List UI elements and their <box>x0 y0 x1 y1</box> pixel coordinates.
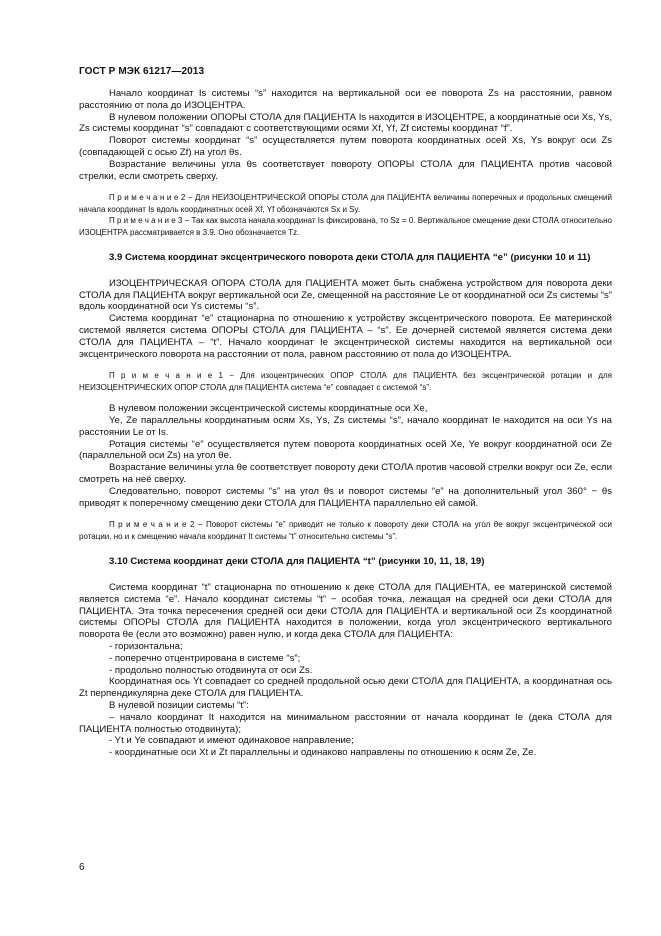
paragraph: Следовательно, поворот системы “s” на угол θs и поворот системы “е” на дополнительный угол 360° − θs приводят к поперечному смещению деки СТОЛА для ПАЦИЕНТА параллельно ей самой. <box>79 485 612 509</box>
section-heading-3-9: 3.9 Система координат эксцентрического поворота деки СТОЛА для ПАЦИЕНТА “е” (рисунки 10 и 11) <box>109 252 591 263</box>
paragraph: Ротация системы “е” осуществляется путем поворота координатных осей Xe, Ye вокруг координатной оси Ze (параллельной оси Zs) на угол θe. <box>79 438 612 462</box>
page-content <box>79 88 612 759</box>
paragraph: В нулевом положении эксцентрической системы координатные оси Xe, <box>109 403 428 415</box>
paragraph: Возрастание величины угла θs соответствует повороту ОПОРЫ СТОЛА для ПАЦИЕНТА против часовой стрелки, если смотреть сверху. <box>79 158 612 182</box>
list-item: - координатные оси Xt и Zt параллельны и одинаково направлены по отношению к осям Ze, Ze. <box>109 747 537 759</box>
list-item: – начало координат It находится на минимальном расстоянии от начала координат Ie (дека СТОЛА для ПАЦИЕНТА полностью отодвинута); <box>79 711 612 735</box>
list-item: - поперечно отцентрирована в системе “s”; <box>109 652 301 664</box>
paragraph: Ye, Ze параллельны координатным осям Xs, Ys, Zs системы “s”, начало координат Ie находится на оси Ys на расстоянии Le от Is. <box>79 414 612 438</box>
list-item: - Yt и Ye совпадают и имеют одинаковое направление; <box>109 735 354 747</box>
list-item: - горизонтальна; <box>109 640 183 652</box>
page-number: 6 <box>79 862 85 873</box>
note: П р и м е ч а н и е 1 − Для изоцентрических ОПОР СТОЛА для ПАЦИЕНТА без эксцентрической ротации и для НЕИЗОЦЕНТРИЧЕСКИХ ОПОР СТОЛА для ПАЦИЕНТА система “е” совпадает с системой “s”. <box>79 371 612 392</box>
note: П р и м е ч а н и е 3 − Так как высота начала координат Is фиксирована, то Sz = 0. Вертикальное смещение деки СТОЛА относительно ИЗОЦЕНТРА рассматривается в 3.9. Оно обозначается Tz. <box>79 216 612 237</box>
paragraph: Начало координат Is системы “s” находится на вертикальной оси ее поворота Zs на расстоянии, равном расстоянию от пола до ИЗОЦЕНТРА. <box>79 88 612 111</box>
list-item: - продольно полностью отодвинута от оси Zs. <box>109 664 313 676</box>
paragraph: В нулевом положении ОПОРЫ СТОЛА для ПАЦИЕНТА Is находится в ИЗОЦЕНТРЕ, а координатные оси Xs, Ys, Zs системы координат “s” совпадают с соответствующими осями Xf, Yf, Zf системы координат “f”. <box>79 111 612 135</box>
note: П р и м е ч а н и е 2 − Для НЕИЗОЦЕНТРИЧЕСКОЙ ОПОРЫ СТОЛА для ПАЦИЕНТА величины поперечных и продольных смещений начала координат Is вдоль координатных осей Xf, Yf обозначаются Sx и Sy. <box>79 193 612 214</box>
paragraph: Система координат “е” стационарна по отношению к устройству эксцентрического поворота. Ее материнской системой является система ОПОРЫ СТОЛА для ПАЦИЕНТА – “s”. Ее дочерней системой является система деки СТОЛА для ПАЦИЕНТА – “t”. Начало координат Ie эксцентрической системы находится на вертикальной оси эксцентрического поворота на расстоянии от пола, равном расстоянию от пола до ИЗОЦЕНТРА. <box>79 313 612 360</box>
paragraph: Поворот системы координат “s” осуществляется путем поворота координатных осей Xs, Ys вокруг оси Zs (совпадающей с осью Zf) на угол θs. <box>79 135 612 158</box>
paragraph: Координатная ось Yt совпадает со средней продольной осью деки СТОЛА для ПАЦИЕНТА, а координатная ось Zt перпендикулярна деке СТОЛА для ПАЦИЕНТА. <box>79 676 612 700</box>
paragraph: ИЗОЦЕНТРИЧЕСКАЯ ОПОРА СТОЛА для ПАЦИЕНТА может быть снабжена устройством для поворота деки СТОЛА для ПАЦИЕНТА вокруг вертикальной оси Ze, смещенной на расстояние Le от координатной оси Zs системы “s” вдоль координатной оси Ys системы “s”. <box>79 277 612 313</box>
note: П р и м е ч а н и е 2 − Поворот системы “е” приводит не только к повороту деки СТОЛА на угол θe вокруг эксцентрической оси ротации, но и к смещению начала координат It системы “t” относительно системы “s”. <box>79 520 612 541</box>
paragraph: В нулевой позиции системы “t”: <box>109 699 249 711</box>
paragraph: Система координат “t” стационарна по отношению к деке СТОЛА для ПАЦИЕНТА, ее материнской системой является система “е”. Начало координат системы “t” − особая точка, лежащая на средней оси деки СТОЛА для ПАЦИЕНТА. Эта точка пересечения средней оси деки СТОЛА для ПАЦИЕНТА и вертикальной оси Zs координатной системы ОПОРЫ СТОЛА для ПАЦИЕНТА находится в положении, когда угол эксцентрического вертикального поворота θe (если это возможно) равен нулю, и когда дека СТОЛА для ПАЦИЕНТА: <box>79 581 612 641</box>
section-heading-3-10: 3.10 Система координат деки СТОЛА для ПАЦИЕНТА “t” (рисунки 10, 11, 18, 19) <box>109 556 485 568</box>
paragraph: Возрастание величины угла θe соответствует повороту деки СТОЛА против часовой стрелки вокруг оси Ze, если смотреть на неё сверху. <box>79 462 612 485</box>
document-header: ГОСТ Р МЭК 61217—2013 <box>79 66 205 77</box>
